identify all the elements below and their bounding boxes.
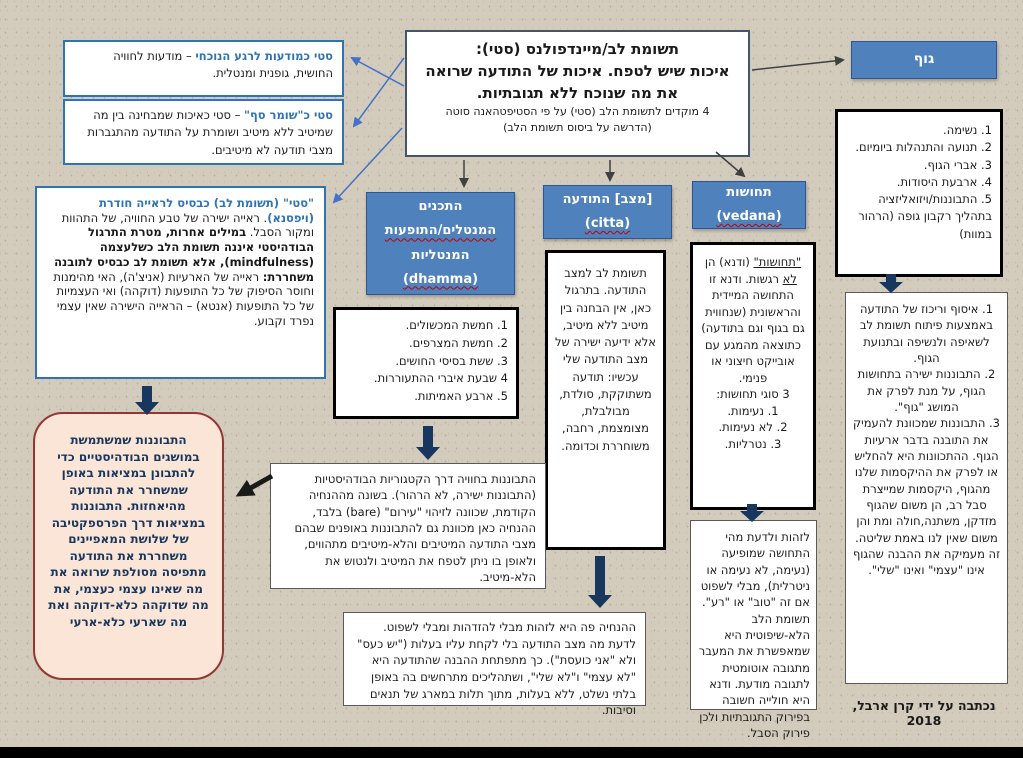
sati-vipassana-bold: במילים אחרות, מטרת התרגול הבודהיסטי איננה תשומת הלב כשלעצמה (mindfulness), אלא תשומת לב כבסיס לתובנה משחררת: xyxy=(54,225,314,284)
sati-present-moment-box xyxy=(63,40,344,97)
sati-vipassana-part2: ראייה של הארעיות (אניצ'ה), האי מהימנות וחוסר הסיפוק של כל התופעות (דוקהה) ואי העצמיות של כל התופעות (אנטא) – הראייה הישירה שאין עצמי נפרד וקבוע. xyxy=(53,269,314,328)
sati-gatekeeper-lead: סטי כ"שומר סף" xyxy=(243,108,333,122)
vedana-term: "תחושות" xyxy=(753,255,802,269)
arrow-main-to-body-header xyxy=(752,60,843,70)
citta-text: תשומת לב למצב התודעה. בתרגול כאן, אין הבחנה בין מיטיב ללא מיטיב, אלא ידיעה ישירה של מצב התודעה שלי עכשיו: תודעה משתוקקת, סולדת, מבולבלת, מצומצמת, רחבה, משוחררת וכדומה. xyxy=(555,266,656,453)
header-dhamma-line1: התכנים xyxy=(418,199,463,215)
dhamma-list-item: 3. ששת בסיסי החושים. xyxy=(395,353,508,368)
vedana-detail-text: לזהות ולדעת מהי התחושה שמופיעה (נעימה, לא נעימה או ניטרלית), מבלי לשפוט אם זה "טוב" או "רע". תשומת הלב הלא-שיפוטית היא שמאפשרת את המעבר מתגובה אוטומטית לתגובה מודעת. ודנא היא חולייה חשובה בפירוק התגובתיות ולכן פירוק הסבל. xyxy=(698,530,810,740)
header-citta xyxy=(543,185,672,239)
main-definition-line2: איכות שיש לטפח. איכות של התודעה שרואה xyxy=(425,61,730,80)
vedana-type-item: 1. נעימות. xyxy=(727,403,779,418)
body-detail-box xyxy=(845,292,1008,684)
sati-vipassana-box xyxy=(35,186,326,379)
header-vedana-line2: (vedana) xyxy=(716,209,782,224)
body-list-box xyxy=(835,109,1003,277)
main-title: תשומת לב/מיינדפולנס (סטי): xyxy=(476,40,679,58)
header-dhamma-line2: המנטלים/התופעות xyxy=(384,223,497,239)
arrow-dhamma-detail-to-contemplation xyxy=(240,476,272,494)
vedana-type-item: 2. לא נעימות. xyxy=(718,420,788,435)
header-vedana-line1: תחושות xyxy=(726,184,772,200)
vedana-type-item: 3. נטרליות. xyxy=(724,437,782,452)
vedana-definition xyxy=(699,254,807,386)
header-dhamma-line4: (dhamma) xyxy=(402,271,479,287)
dhamma-detail-text: התבוננות בחוויה דרך הקטגוריות הבודהיסטיות (התבוננות ישירה, לא הרהור). בשונה מההנחיה הקודמת, שכוונה לזיהוי "עירום" (bare) בלבד, ההנחיה כאן מכוונת גם להתבוננות באופנים שבהם מצבי התודעה המיטיבים והלא-מיטיבים מתהווים, ולאופן בו ניתן לטפח את המיטיב ולנטוש את הלא-מיטיב. xyxy=(294,472,536,584)
body-detail-item: 3. התבוננות שמכוונת להעמיק את התובנה בדבר ארעיות הגוף. ההתכוונות היא להחליש או לפרק את ההיקסמות שלנו מהגוף, היקסמות שמייצרת סבל רב, הן משום שהגוף מזדקן, משתנה,חולה ומת והן משום שאין לנו באמת שליטה. זה מעמיקה את ההבנה שהגוף אינו "עצמי" ואינו "שלי". xyxy=(852,416,1001,578)
vedana-text-1: (ודנא) הן xyxy=(704,255,754,269)
body-detail-item: 1. איסוף וריכוז של התודעה באמצעות פיתוח תשומת לב לשאיפה ולנשיפה ובתנועת הגוף. xyxy=(859,302,994,365)
contemplation-box xyxy=(33,412,224,680)
header-dhamma-line3: המנטליות xyxy=(411,247,470,263)
header-body-label: גוף xyxy=(913,51,935,68)
header-vedana xyxy=(692,181,806,229)
main-subtitle-line2: (הדרשה על ביסוס תשומת הלב) xyxy=(503,121,652,135)
arrow-main-to-gatekeeper-box xyxy=(354,58,404,126)
main-definition-box xyxy=(405,30,750,157)
sati-vipassana-part1: . ראייה ישירה של טבע החוויה, של התהוות ומקור הסבל. xyxy=(61,210,314,240)
vedana-detail-box xyxy=(690,520,817,740)
body-list-item: 3. אברי הגוף. xyxy=(923,157,992,172)
body-list-item: 2. תנועה והתנהלות ביומיום. xyxy=(855,140,992,155)
dhamma-list-item: 5. ארבע האמיתות. xyxy=(414,389,508,404)
citta-detail-box xyxy=(343,612,646,718)
bottom-black-bar xyxy=(0,747,1023,758)
block-arrow-citta-to-detail xyxy=(588,556,612,608)
sati-vipassana-lead: "סטי" (תשומת לב) כבסיס לראייה חודרת (ויפסנא) xyxy=(98,196,314,225)
citta-detail-text: ההנחיה פה היא לזהות מבלי להזדהות ומבלי לשפוט. לדעת מה מצב התודעה בלי לקחת עליו בעלות ("יש כעס" ולא "אני כועסת"). כך מתפתחת ההבנה שהתודעה היא "לא עצמי" ו"לא שלי", ושתהליכים מתרחשים בה באופן בלתי נשלט, ללא בעלות, מתוך תלות במארג של תנאים וסיבות. xyxy=(357,620,636,718)
sati-present-moment-lead: סטי כמודעות לרגע הנוכחי xyxy=(195,49,333,63)
sati-gatekeeper-box xyxy=(63,99,344,165)
body-list-item: 1. נשימה. xyxy=(943,123,992,137)
arrow-main-to-present-moment-box xyxy=(352,58,404,86)
header-dhamma xyxy=(366,192,515,295)
dhamma-list-item: 1. חמשת המכשולים. xyxy=(405,318,508,332)
body-detail-item: 2. התבוננות ישירה בתחושות הגוף, על מנת לפרק את המושג "גוף". xyxy=(857,367,996,414)
block-arrow-dhamma-list-to-detail xyxy=(416,426,440,460)
block-arrow-vipassana-to-contemplation xyxy=(135,386,159,415)
vedana-not-underlined: לא xyxy=(782,271,797,286)
sati-present-moment-text: – מודעות לחוויה החושית, גופנית ומנטלית. xyxy=(113,49,333,81)
header-citta-line1: [מצב] התודעה xyxy=(562,191,653,207)
body-list-item: 4. ארבעת היסודות. xyxy=(896,174,992,189)
body-list-item: 5. התבוננות/ויזואליזציה בתהליך רקבון גופה (הרהור במוות) xyxy=(858,192,992,241)
header-citta-line2: (citta) xyxy=(584,216,631,231)
contemplation-text: התבוננות שמשתמשת במושגים הבודהיסטיים כדי להתבונן במציאות באופן שמשחרר את התודעה מהיאחזות. התבוננות במציאות דרך הפרספקטיבה של שלושת המאפיינים משחררת את התודעה מתפיסה מסולפת שרואה את מה שאינו עצמי כעצמי, את מה שדוקהה כלא-דוקהה ואת מה שארעי כלא-ארעי xyxy=(48,433,209,630)
dhamma-list-item: 4 שבעת איברי ההתעוררות. xyxy=(373,371,508,386)
vedana-text-2: רגשות. ודנא זו התחושה המיידית והראשונית (שנחווית גם בגוף וגם בתודעה) כתוצאה מהמגע עם אובייקט חיצוני או פנימי. xyxy=(701,271,805,385)
vedana-types-label: 3 סוגי תחושות: xyxy=(716,387,790,402)
citta-box xyxy=(545,250,666,550)
arrow-main-to-vipassana-box xyxy=(334,128,402,202)
author-credit: נכתבה על ידי קרן ארבל, 2018 xyxy=(852,698,996,728)
vedana-box xyxy=(690,242,816,510)
header-body xyxy=(851,41,997,79)
main-definition-line3: את מה שנוכח ללא תגובתיות. xyxy=(476,83,679,102)
dhamma-list-item: 2. חמשת המצרפים. xyxy=(408,335,508,350)
sati-gatekeeper-text: – סטי כאיכות שמבחינה בין מה שמיטיב ללא מיטיב ושומרת על התודעה מהתגברות מצבי תודעה לא מיטיבים. xyxy=(87,108,333,157)
dhamma-detail-box xyxy=(270,463,546,589)
main-subtitle-line1: 4 מוקדים לתשומת הלב (סטי) על פי הסטיפטהאנה סוטה xyxy=(445,105,710,119)
dhamma-list-box xyxy=(333,307,519,419)
